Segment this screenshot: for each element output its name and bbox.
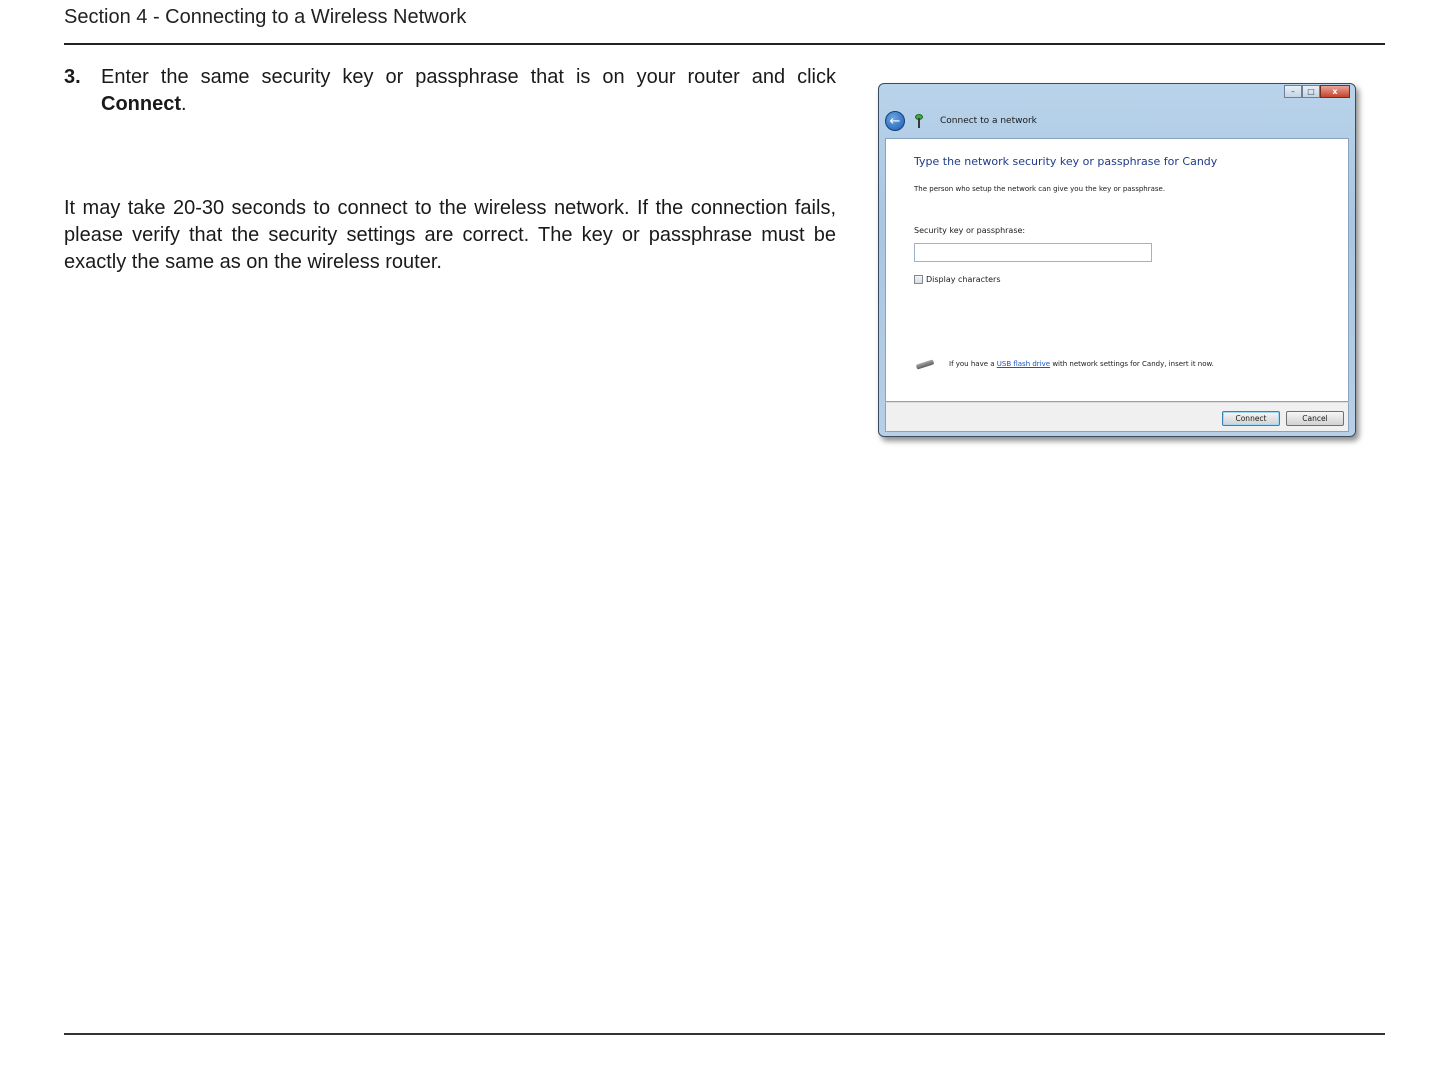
usb-drive-icon	[914, 358, 936, 370]
usb-text-after: with network settings for Candy, insert it now.	[1050, 360, 1214, 368]
dialog-footer	[885, 402, 1349, 432]
cancel-button[interactable]: Cancel	[1286, 411, 1344, 426]
dialog-heading: Type the network security key or passphrase for Candy	[914, 155, 1218, 168]
step-number: 3.	[64, 66, 81, 88]
display-characters-row	[914, 275, 1001, 284]
wireless-network-icon	[912, 113, 926, 129]
security-key-input[interactable]	[914, 243, 1152, 262]
header-rule	[64, 43, 1385, 45]
dialog-content	[885, 138, 1349, 402]
connection-note: It may take 20-30 seconds to connect to the wireless network. If the connection fails, please verify that the security settings are correct. The key or passphrase must be exactly the same as on the wireless router.	[64, 197, 836, 273]
step-text-before: Enter the same security key or passphrase that is on your router and click	[101, 66, 836, 88]
display-characters-checkbox[interactable]	[914, 275, 923, 284]
maximize-button[interactable]: □	[1302, 85, 1320, 98]
display-characters-label: Display characters	[926, 275, 1001, 284]
security-key-label: Security key or passphrase:	[914, 226, 1026, 235]
dialog-title: Connect to a network	[940, 116, 1037, 126]
footer-rule	[64, 1033, 1385, 1035]
connect-dialog	[878, 83, 1356, 437]
minimize-button[interactable]: –	[1284, 85, 1302, 98]
usb-hint-row	[914, 358, 1214, 370]
step-text-after: .	[181, 93, 187, 115]
usb-text-before: If you have a	[949, 360, 997, 368]
back-arrow-icon[interactable]: ←	[885, 111, 905, 131]
close-button[interactable]: x	[1320, 85, 1350, 98]
usb-flash-drive-link[interactable]: USB flash drive	[996, 360, 1051, 368]
step-bold-word: Connect	[101, 93, 181, 115]
connect-button[interactable]: Connect	[1222, 411, 1280, 426]
usb-hint-text	[949, 360, 1214, 368]
step-text	[101, 64, 836, 118]
window-controls	[1284, 85, 1350, 100]
dialog-subtext: The person who setup the network can give you the key or passphrase.	[914, 185, 1166, 193]
dialog-titlebar	[885, 109, 1037, 133]
section-header: Section 4 - Connecting to a Wireless Network	[64, 6, 467, 28]
step-3	[64, 64, 836, 118]
